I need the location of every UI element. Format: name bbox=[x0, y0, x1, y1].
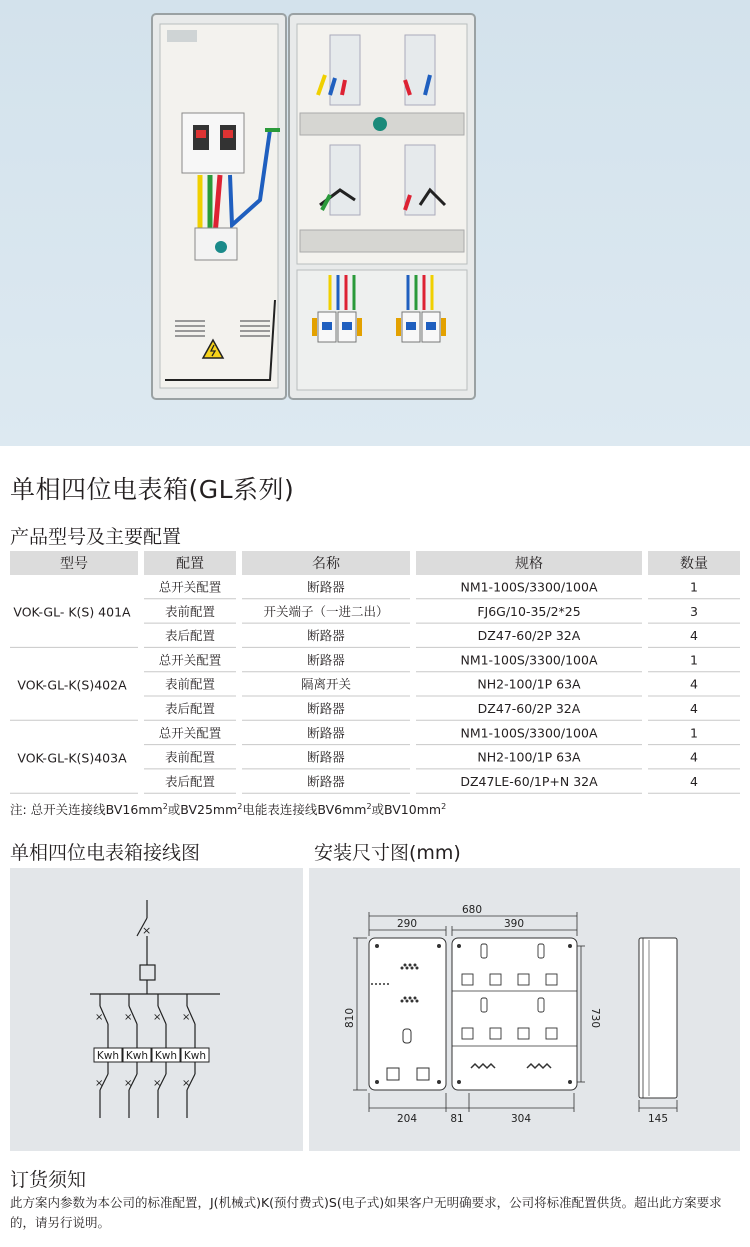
table-cell: 4 bbox=[690, 628, 698, 644]
table-header-label: 数量 bbox=[680, 556, 708, 572]
table-cell: 1 bbox=[690, 652, 698, 668]
order-notes-text: 此方案内参数为本公司的标准配置，J(机械式)K(预付费式)S(电子式)如果客户无明确要求，公司将标准配置供货。超出此方案要求的，请另行说明。 bbox=[10, 1195, 722, 1230]
table-cell: 总开关配置 bbox=[158, 579, 222, 595]
table-header-label: 规格 bbox=[515, 556, 543, 572]
meter-branch bbox=[181, 994, 209, 1118]
dim-bottom-left: 204 bbox=[396, 1113, 418, 1125]
meter-box-illustration bbox=[0, 0, 750, 446]
table-cell: 断路器 bbox=[307, 579, 345, 595]
dim-height: 810 bbox=[344, 1007, 356, 1029]
note-part-4: 或BV10mm bbox=[371, 802, 442, 817]
wiring-note bbox=[10, 800, 446, 818]
table-cell: NM1-100S/3300/100A bbox=[460, 579, 598, 595]
dimension-diagram-title: 安装尺寸图(mm) bbox=[314, 842, 461, 864]
table-header-label: 名称 bbox=[312, 556, 340, 572]
table-cell: NM1-100S/3300/100A bbox=[460, 652, 598, 668]
dim-gap: 81 bbox=[450, 1113, 464, 1125]
meter-branch bbox=[123, 994, 151, 1118]
table-cell: 总开关配置 bbox=[158, 725, 222, 741]
side-view-outline bbox=[639, 938, 677, 1098]
meter-label: Kwh bbox=[96, 1050, 120, 1062]
table-header-label: 配置 bbox=[176, 556, 204, 572]
table-cell: DZ47-60/2P 32A bbox=[477, 628, 581, 644]
svg-text:×: × bbox=[142, 924, 152, 937]
table-cell: 1 bbox=[690, 579, 698, 595]
note-sup-1: 2 bbox=[162, 801, 168, 811]
table-header-label: 型号 bbox=[60, 556, 88, 572]
note-sup-3: 2 bbox=[366, 801, 372, 811]
x-mark: × bbox=[153, 1078, 162, 1089]
table-cell: 总开关配置 bbox=[158, 652, 222, 668]
x-mark: × bbox=[95, 1078, 104, 1089]
table-cell: NM1-100S/3300/100A bbox=[460, 725, 598, 741]
table-cell: FJ6G/10-35/2*25 bbox=[477, 603, 581, 619]
meter-branch bbox=[152, 994, 180, 1118]
table-cell: 表后配置 bbox=[164, 773, 216, 789]
table-cell: NH2-100/1P 63A bbox=[477, 676, 581, 692]
table-cell: 断路器 bbox=[307, 749, 345, 765]
table-cell: 开关端子（一进二出） bbox=[263, 603, 389, 619]
table-model-cell: VOK-GL-K(S)402A bbox=[17, 677, 127, 693]
dim-bottom-right: 304 bbox=[510, 1113, 532, 1125]
x-mark: × bbox=[124, 1012, 133, 1023]
meter-branch bbox=[94, 994, 122, 1118]
dimension-diagram bbox=[309, 868, 740, 1151]
table-cell: 表后配置 bbox=[164, 701, 216, 716]
note-part-3: 电能表连接线BV6mm bbox=[242, 802, 367, 817]
wiring-x-marks bbox=[142, 924, 151, 937]
x-mark: × bbox=[182, 1078, 191, 1089]
table-cell: 3 bbox=[690, 603, 698, 619]
table-cell: NH2-100/1P 63A bbox=[477, 749, 581, 765]
table-cell: 1 bbox=[690, 725, 698, 741]
left-box-outline bbox=[369, 938, 446, 1090]
note-part-1: 注: 总开关连接线BV16mm bbox=[10, 802, 163, 817]
dim-left-width: 290 bbox=[396, 918, 418, 930]
table-cell: 断路器 bbox=[307, 652, 345, 668]
meter-label: Kwh bbox=[154, 1050, 178, 1062]
note-sup-2: 2 bbox=[237, 801, 243, 811]
dim-right-width: 390 bbox=[503, 918, 525, 930]
table-cell: 表前配置 bbox=[164, 603, 216, 619]
x-mark: × bbox=[153, 1012, 162, 1023]
table-cell: 4 bbox=[690, 749, 698, 765]
table-cell: 4 bbox=[690, 676, 698, 692]
table-cell: 断路器 bbox=[307, 628, 345, 644]
note-part-2: 或BV25mm bbox=[167, 802, 238, 817]
x-mark: × bbox=[95, 1012, 104, 1023]
table-cell: DZ47LE-60/1P+N 32A bbox=[460, 773, 598, 789]
dim-right-height: 730 bbox=[589, 1007, 601, 1029]
meter-label: Kwh bbox=[125, 1050, 149, 1062]
wiring-diagram-panel bbox=[10, 868, 303, 1151]
x-mark: × bbox=[182, 1012, 191, 1023]
table-cell: 表前配置 bbox=[164, 676, 216, 692]
dimension-diagram-panel bbox=[309, 868, 740, 1151]
table-cell: 表前配置 bbox=[164, 749, 216, 765]
table-model-cell: VOK-GL-K(S)403A bbox=[17, 750, 127, 766]
config-subtitle: 产品型号及主要配置 bbox=[10, 526, 182, 548]
table-cell: 表后配置 bbox=[164, 628, 216, 644]
wiring-diagram bbox=[10, 868, 303, 1151]
dim-depth: 145 bbox=[647, 1113, 669, 1125]
meter-label: Kwh bbox=[183, 1050, 207, 1062]
table-cell: DZ47-60/2P 32A bbox=[477, 701, 581, 716]
table-cell: 4 bbox=[690, 773, 698, 789]
x-mark: × bbox=[124, 1078, 133, 1089]
table-cell: 断路器 bbox=[307, 725, 345, 741]
table-cell: 断路器 bbox=[307, 773, 345, 789]
wiring-diagram-title: 单相四位电表箱接线图 bbox=[10, 842, 201, 864]
table-model-cell: VOK-GL- K(S) 401A bbox=[13, 604, 131, 620]
order-notes-title: 订货须知 bbox=[10, 1169, 87, 1191]
product-title: 单相四位电表箱(GL系列) bbox=[10, 475, 295, 504]
product-photo bbox=[0, 0, 750, 446]
table-cell: 断路器 bbox=[307, 701, 345, 716]
dim-total-width: 680 bbox=[461, 904, 483, 916]
table-cell: 隔离开关 bbox=[300, 676, 352, 692]
table-cell: 4 bbox=[690, 701, 698, 716]
note-sup-4: 2 bbox=[441, 801, 447, 811]
spec-table bbox=[10, 551, 740, 795]
